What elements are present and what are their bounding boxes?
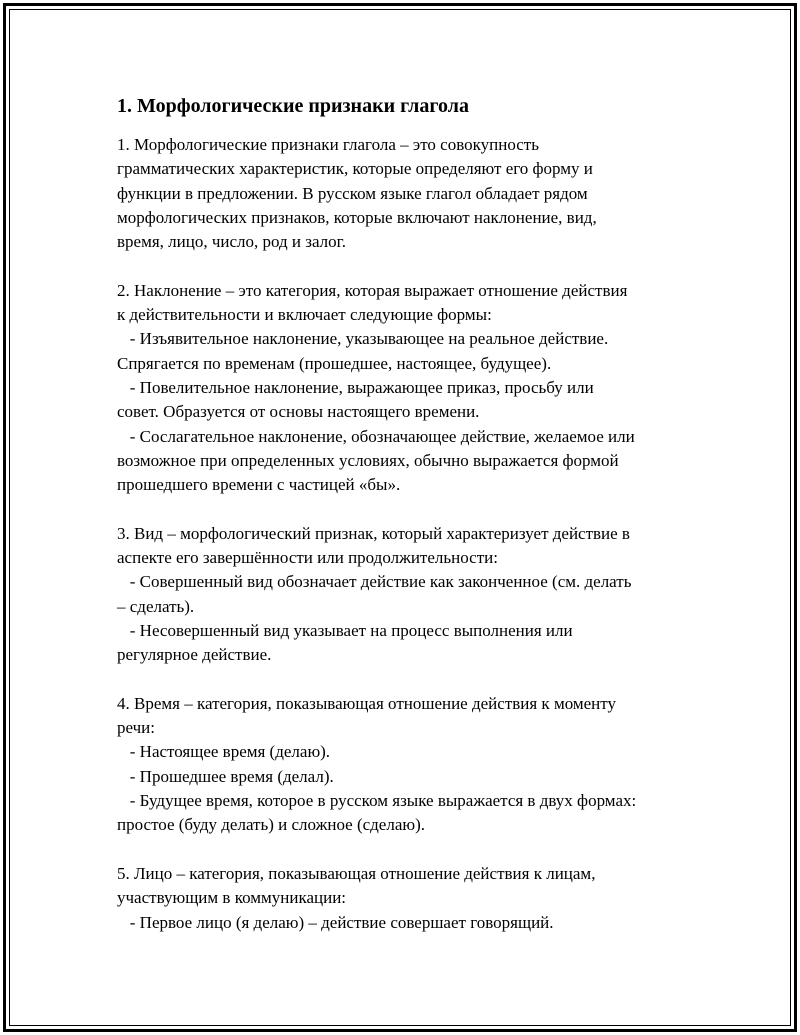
paragraph-morphological-features <box>117 133 697 254</box>
text-line: к действительности и включает следующие формы: <box>117 305 492 325</box>
text-line: регулярное действие. <box>117 645 272 665</box>
document-body <box>117 92 697 959</box>
text-line: 5. Лицо – категория, показывающая отношение действия к лицам, <box>117 863 596 883</box>
section-heading: 1. Морфологические признаки глагола <box>117 95 469 117</box>
text-line: – сделать). <box>117 596 195 616</box>
paragraph-mood <box>117 279 697 498</box>
text-line: 3. Вид – морфологический признак, который характеризует действие в <box>117 523 630 543</box>
list-item-line: - Прошедшее время (делал). <box>117 766 334 786</box>
text-line: прошедшего времени с частицей «бы». <box>117 475 401 495</box>
text-line: аспекте его завершённости или продолжительности: <box>117 548 498 568</box>
list-item-line: - Будущее время, которое в русском языке выражается в двух формах: <box>117 791 637 811</box>
text-line: участвующим в коммуникации: <box>117 888 347 908</box>
text-line: совет. Образуется от основы настоящего времени. <box>117 402 480 422</box>
list-item-line: - Повелительное наклонение, выражающее приказ, просьбу или <box>117 377 594 397</box>
text-line: речи: <box>117 718 155 738</box>
list-item-line: - Настоящее время (делаю). <box>117 742 331 762</box>
list-item-line: - Сослагательное наклонение, обозначающее действие, желаемое или <box>117 426 635 446</box>
paragraph-tense <box>117 692 697 838</box>
paragraph-aspect <box>117 522 697 668</box>
list-item-line: - Несовершенный вид указывает на процесс выполнения или <box>117 620 573 640</box>
text-line: 1. Морфологические признаки глагола – это совокупность <box>117 135 539 154</box>
text-line: Спрягается по временам (прошедшее, настоящее, будущее). <box>117 353 552 373</box>
text-line: 2. Наклонение – это категория, которая выражает отношение действия <box>117 280 628 300</box>
text-line: морфологических признаков, которые включают наклонение, вид, <box>117 207 597 227</box>
text-line: 4. Время – категория, показывающая отношение действия к моменту <box>117 693 616 713</box>
list-item-line: - Первое лицо (я делаю) – действие совершает говорящий. <box>117 912 554 932</box>
text-line: время, лицо, число, род и залог. <box>117 232 346 252</box>
list-item-line: - Совершенный вид обозначает действие как законченное (см. делать <box>117 572 632 592</box>
text-line: функции в предложении. В русском языке глагол обладает рядом <box>117 183 588 203</box>
text-line: возможное при определенных условиях, обычно выражается формой <box>117 450 619 470</box>
text-line: грамматических характеристик, которые определяют его форму и <box>117 159 593 179</box>
paragraph-person <box>117 862 697 935</box>
text-line: простое (буду делать) и сложное (сделаю). <box>117 815 425 835</box>
list-item-line: - Изъявительное наклонение, указывающее на реальное действие. <box>117 329 609 349</box>
